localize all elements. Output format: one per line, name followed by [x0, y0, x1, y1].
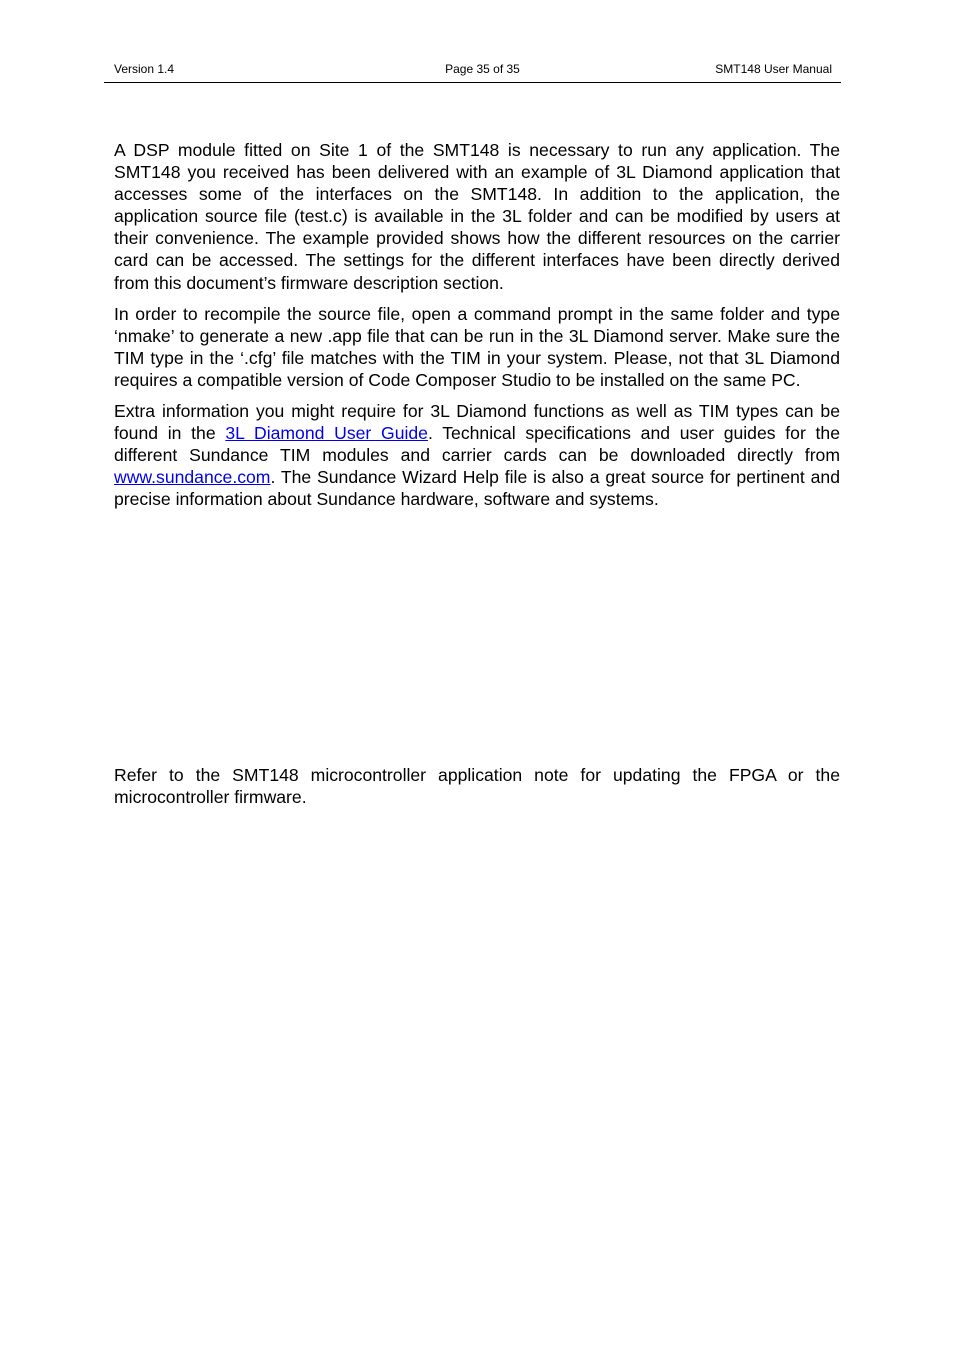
firmware-update-section	[114, 764, 840, 808]
header-version: Version 1.4	[114, 62, 175, 76]
paragraph-recompile: In order to recompile the source file, open a command prompt in the same folder and type ‘nmake’ to generate a new .app file that can be run in the 3L Diamond server. Make sure the TIM type in the ‘.cfg’ file matches with the TIM in your system. Please, not that 3L Diamond requires a compatible version of Code Composer Studio to be installed on the same PC.	[114, 303, 840, 390]
paragraph-extra-information	[114, 400, 840, 510]
paragraph-text: . The Sundance Wizard Help file is also a great source for pertinent and precise information about Sundance hardware, software and systems.	[114, 467, 840, 510]
header-page-number: Page 35 of 35	[445, 62, 520, 76]
paragraph-text: Extra information you might require for 3L Diamond functions as well as TIM types can be found in the	[114, 401, 840, 444]
header-manual-title: SMT148 User Manual	[715, 62, 832, 76]
link-3l-diamond-user-guide[interactable]: 3L Diamond User Guide	[225, 423, 428, 444]
link-sundance-website[interactable]: www.sundance.com	[114, 467, 271, 488]
paragraph-dsp-module: A DSP module fitted on Site 1 of the SMT148 is necessary to run any application. The SMT148 you received has been delivered with an example of 3L Diamond application that accesses some of the interfaces on the SMT148. In addition to the application, the application source file (test.c) is available in the 3L folder and can be modified by users at their convenience. The example provided shows how the different resources on the carrier card can be accessed. The settings for the different interfaces have been directly derived from this document’s firmware description section.	[114, 140, 840, 293]
paragraph-firmware-update: Refer to the SMT148 microcontroller application note for updating the FPGA or the microcontroller firmware.	[114, 765, 840, 808]
running-application-section	[114, 139, 840, 511]
paragraph-text: . Technical specifications and user guides for the different Sundance TIM modules and carrier cards can be downloaded directly from	[114, 423, 840, 466]
page-header	[104, 62, 841, 83]
